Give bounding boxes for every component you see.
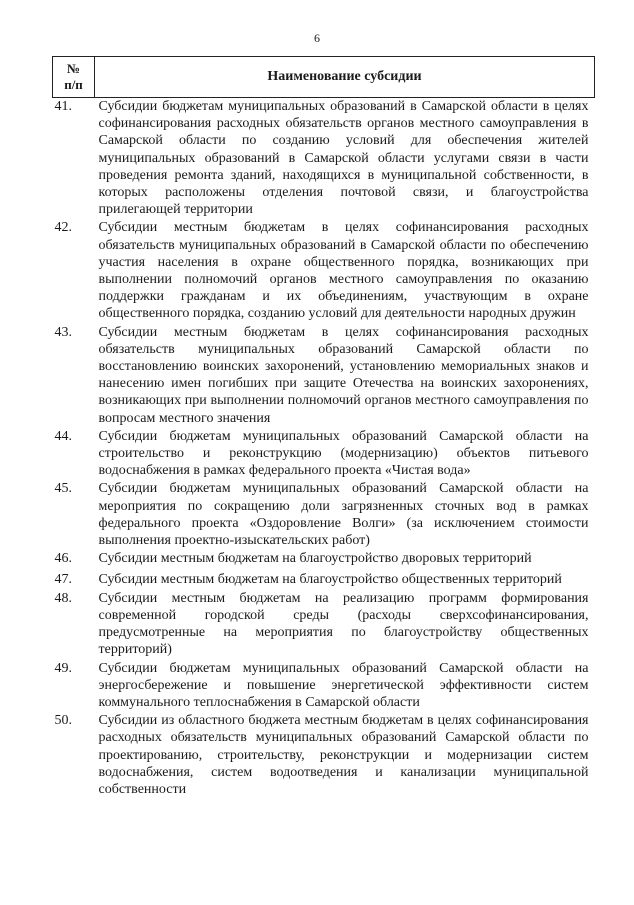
header-number-column <box>53 57 95 98</box>
row-number: 45. <box>54 481 72 497</box>
table-row <box>53 712 595 799</box>
row-number: 49. <box>54 660 72 676</box>
row-number: 47. <box>54 572 72 588</box>
row-text: Субсидии бюджетам муниципальных образований Самарской области на строительство и реконструкцию (модернизацию) объектов питьевого водоснабжения в рамках федерального проекта «Чистая вода» <box>98 428 589 479</box>
row-number: 50. <box>54 713 72 729</box>
header-number-symbol: № <box>66 61 81 76</box>
row-number: 48. <box>54 590 72 606</box>
row-text: Субсидии местным бюджетам в целях софинансирования расходных обязательств муниципальных образований в Самарской области по обеспечению участия населения в охране общественного порядка, возникающих при выполнении полномочий органов местного самоуправления по оказанию поддержки гражданам и их объединениям, участвующим в охране общественного порядка, созданию условий для деятельности народных дружин <box>98 220 589 322</box>
table-row <box>53 98 595 220</box>
row-text: Субсидии местным бюджетам в целях софинансирования расходных обязательств муниципальных образований Самарской области по восстановлению воинских захоронений, установлению мемориальных знаков и нанесению имен погибших при защите Отечества на воинских захоронениях, возникающих при выполнении полномочий органов местного самоуправления по вопросам местного значения <box>98 324 589 426</box>
row-text: Субсидии бюджетам муниципальных образований Самарской области на энергосбережение и повышение энергетической эффективности систем коммунального теплоснабжения в Самарской области <box>98 660 589 710</box>
row-text: Субсидии местным бюджетам на благоустройство дворовых территорий <box>98 551 532 567</box>
row-number: 43. <box>54 324 72 340</box>
page-number: 6 <box>314 31 320 45</box>
row-text: Субсидии из областного бюджета местным бюджетам в целях софинансирования расходных обязательств муниципальных образований Самарской области по проектированию, строительству, реконструкции и модернизации систем водоснабжения, систем водоотведения и канализации муниципальной собственности <box>98 713 589 797</box>
row-number: 44. <box>54 428 72 444</box>
table-row <box>53 324 595 428</box>
table-row <box>53 428 595 481</box>
table-row <box>53 219 595 323</box>
row-text: Субсидии местным бюджетам на благоустройство общественных территорий <box>98 572 562 588</box>
row-number: 42. <box>54 220 72 236</box>
table-row <box>53 590 595 660</box>
row-number: 46. <box>54 551 72 567</box>
table-row <box>53 660 595 713</box>
row-text: Субсидии бюджетам муниципальных образований в Самарской области в целях софинансирования расходных обязательств органов местного самоуправления в Самарской области по созданию условий для обеспечения жителей муниципальных образований в Самарской области услугами связи в части проведения ремонта зданий, находящихся в муниципальной собственности, в которых расположены отделения почтовой связи, и благоустройства прилегающей территории <box>98 99 589 218</box>
row-text: Субсидии местным бюджетам на реализацию программ формирования современной городской среды (расходы сверхсофинансирования, предусмотренные на мероприятия по благоустройству общественных территорий) <box>98 590 589 658</box>
row-number: 41. <box>54 99 72 114</box>
table-header-row <box>53 57 595 98</box>
table-row <box>53 550 595 571</box>
table-row <box>53 571 595 589</box>
subsidies-table <box>52 56 595 799</box>
table-row <box>53 480 595 550</box>
header-title-column: Наименование субсидии <box>95 57 595 98</box>
header-number-abbrev: п/п <box>64 77 83 92</box>
row-text: Субсидии бюджетам муниципальных образований Самарской области на мероприятия по сокращению доли загрязненных сточных вод в рамках федерального проекта «Оздоровление Волги» (за исключением стоимости выполнения проектно-изыскательских работ) <box>98 481 589 549</box>
